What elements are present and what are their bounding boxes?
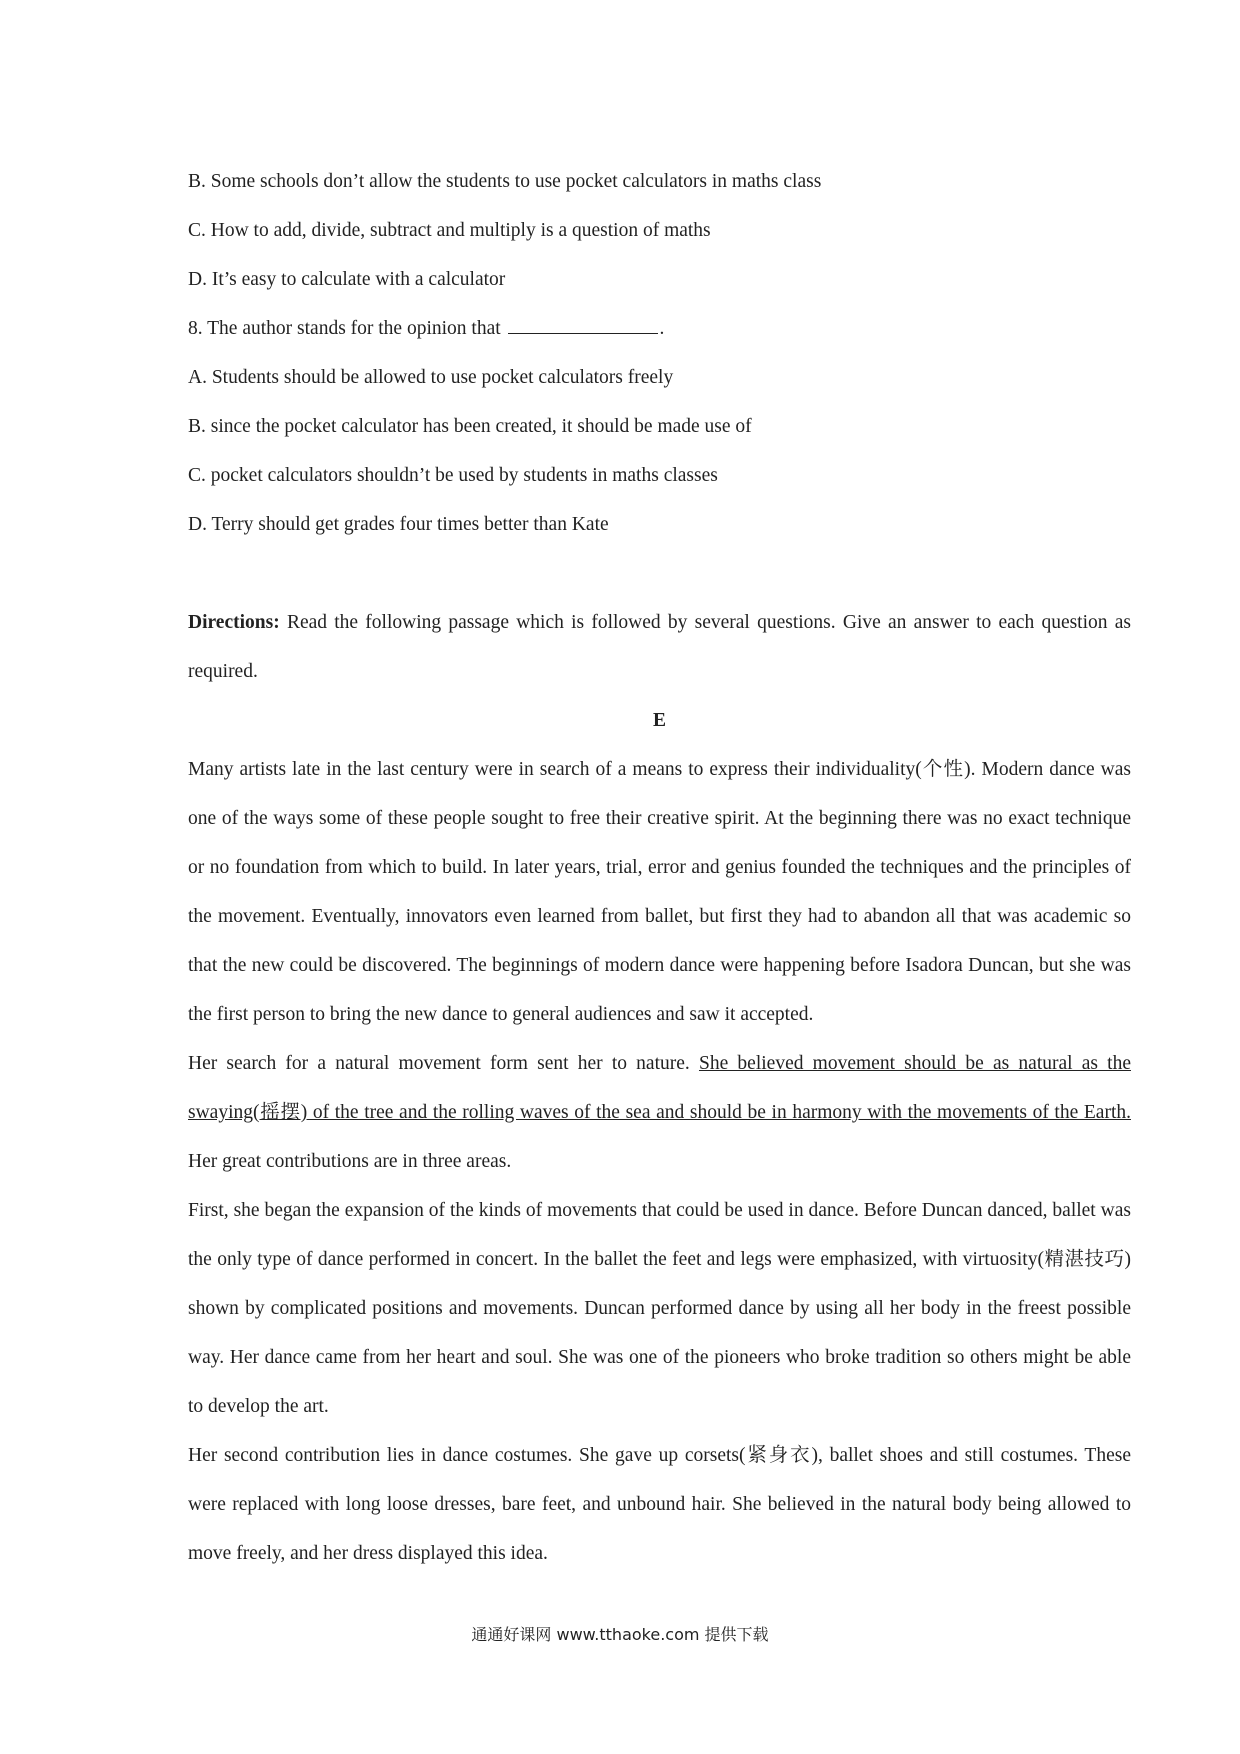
- answer-blank: [508, 315, 658, 334]
- option-q8-c: C. pocket calculators shouldn’t be used by students in maths classes: [188, 465, 718, 486]
- section-gap: [188, 549, 1131, 598]
- option-q7-d: D. It’s easy to calculate with a calculator: [188, 269, 506, 290]
- passage-paragraph-1: Many artists late in the last century were in search of a means to express their individuality(个性). Modern dance was one of the ways some of these people sought to free their creative spirit. At the beginning there was no exact technique or no foundation from which to build. In later years, trial, error and genius founded the techniques and the principles of the movement. Eventually, innovators even learned from ballet, but first they had to abandon all that was academic so that the new could be discovered. The beginnings of modern dance were happening before Isadora Duncan, but she was the first person to bring the new dance to general audiences and saw it accepted.: [188, 759, 1131, 1025]
- directions-text: Read the following passage which is followed by several questions. Give an answer to each question as required.: [188, 612, 1131, 682]
- option-q7-c: C. How to add, divide, subtract and multiply is a question of maths: [188, 220, 711, 241]
- passage-paragraph-2: [188, 1039, 1131, 1186]
- directions-label: Directions:: [188, 612, 280, 633]
- passage-paragraph-4: Her second contribution lies in dance costumes. She gave up corsets(紧身衣), ballet shoes and still costumes. These were replaced with long loose dresses, bare feet, and unbound hair. She believed in the natural body being allowed to move freely, and her dress displayed this idea.: [188, 1445, 1131, 1564]
- question-8-stem: [188, 304, 1131, 353]
- option-q7-b: B. Some schools don’t allow the students to use pocket calculators in maths class: [188, 171, 822, 192]
- underlined-sentence: She believed movement should be as natural as the swaying(摇摆) of the tree and the rolling waves of the sea and should be in harmony with the movements of the Earth.: [188, 1053, 1131, 1123]
- page-footer: 通通好课网 www.tthaoke.com 提供下载: [471, 1625, 769, 1644]
- passage-title: E: [652, 710, 666, 731]
- question-8-stem-text: 8. The author stands for the opinion that: [188, 318, 501, 339]
- paragraph-2-intro: Her search for a natural movement form sent her to nature.: [188, 1053, 699, 1074]
- directions: [188, 598, 1131, 696]
- question-8-stem-end: .: [659, 318, 665, 339]
- paragraph-2-tail: Her great contributions are in three areas.: [188, 1151, 512, 1172]
- option-q8-a: A. Students should be allowed to use pocket calculators freely: [188, 367, 674, 388]
- option-q8-d: D. Terry should get grades four times better than Kate: [188, 514, 609, 535]
- passage-paragraph-3: First, she began the expansion of the kinds of movements that could be used in dance. Before Duncan danced, ballet was the only type of dance performed in concert. In the ballet the feet and legs were emphasized, with virtuosity(精湛技巧) shown by complicated positions and movements. Duncan performed dance by using all her body in the freest possible way. Her dance came from her heart and soul. She was one of the pioneers who broke tradition so others might be able to develop the art.: [188, 1200, 1131, 1417]
- document-page: [188, 157, 1131, 1578]
- option-q8-b: B. since the pocket calculator has been created, it should be made use of: [188, 416, 752, 437]
